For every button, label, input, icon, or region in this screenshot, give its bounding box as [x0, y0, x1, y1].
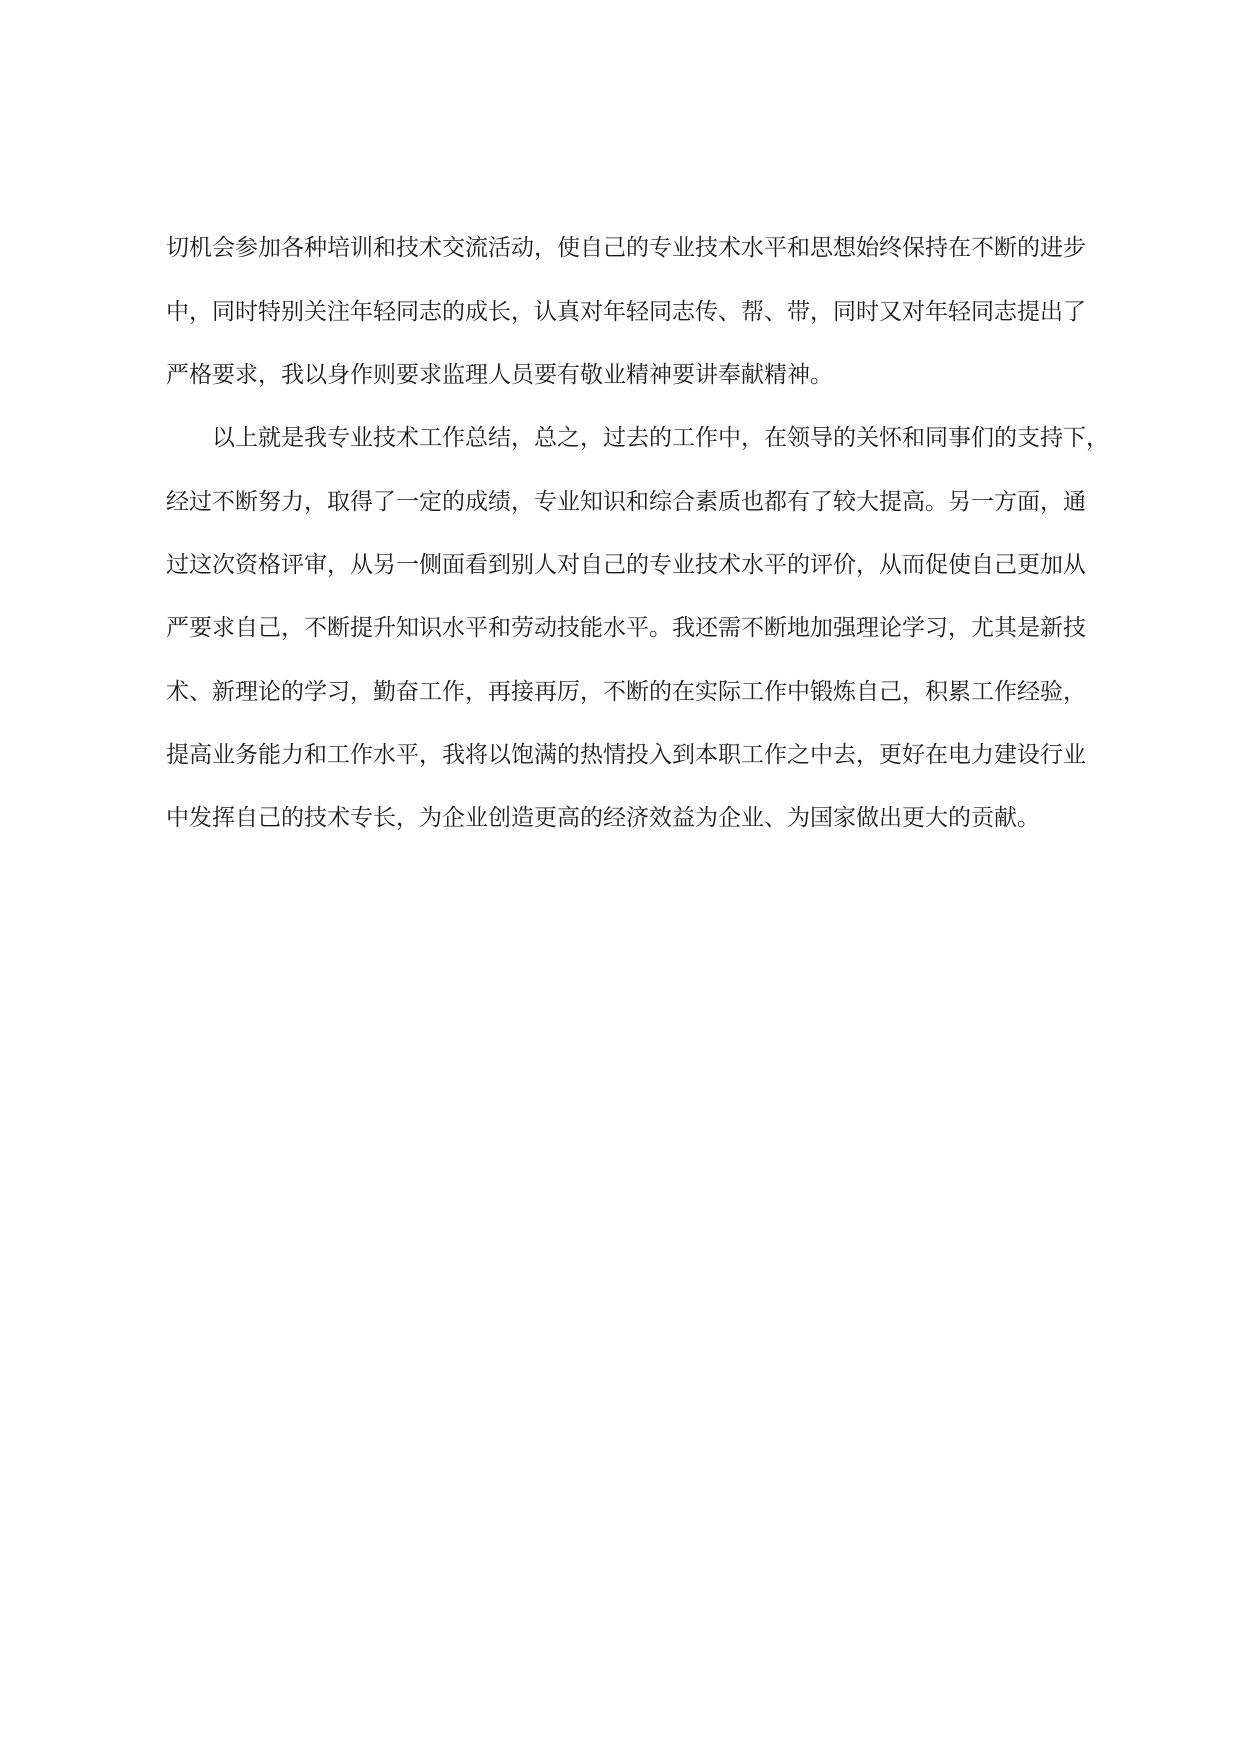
text-line: 提高业务能力和工作水平，我将以饱满的热情投入到本职工作之中去，更好在电力建设行业	[166, 742, 1086, 768]
text-line: 过这次资格评审，从另一侧面看到别人对自己的专业技术水平的评价，从而促使自己更加从	[166, 552, 1086, 578]
text-line: 以上就是我专业技术工作总结，总之，过去的工作中，在领导的关怀和同事们的支持下，	[212, 425, 1109, 451]
text-line: 切机会参加各种培训和技术交流活动，使自己的专业技术水平和思想始终保持在不断的进步	[166, 235, 1086, 261]
text-line: 严格要求，我以身作则要求监理人员要有敬业精神要讲奉献精神。	[166, 362, 833, 388]
text-line: 中，同时特别关注年轻同志的成长，认真对年轻同志传、帮、带，同时又对年轻同志提出了	[166, 299, 1086, 325]
text-line: 经过不断努力，取得了一定的成绩，专业知识和综合素质也都有了较大提高。另一方面，通	[166, 489, 1086, 515]
text-line: 术、新理论的学习，勤奋工作，再接再厉，不断的在实际工作中锻炼自己，积累工作经验，	[166, 679, 1086, 705]
text-line: 严要求自己，不断提升知识水平和劳动技能水平。我还需不断地加强理论学习，尤其是新技	[166, 615, 1086, 641]
text-line: 中发挥自己的技术专长，为企业创造更高的经济效益为企业、为国家做出更大的贡献。	[166, 805, 1040, 831]
